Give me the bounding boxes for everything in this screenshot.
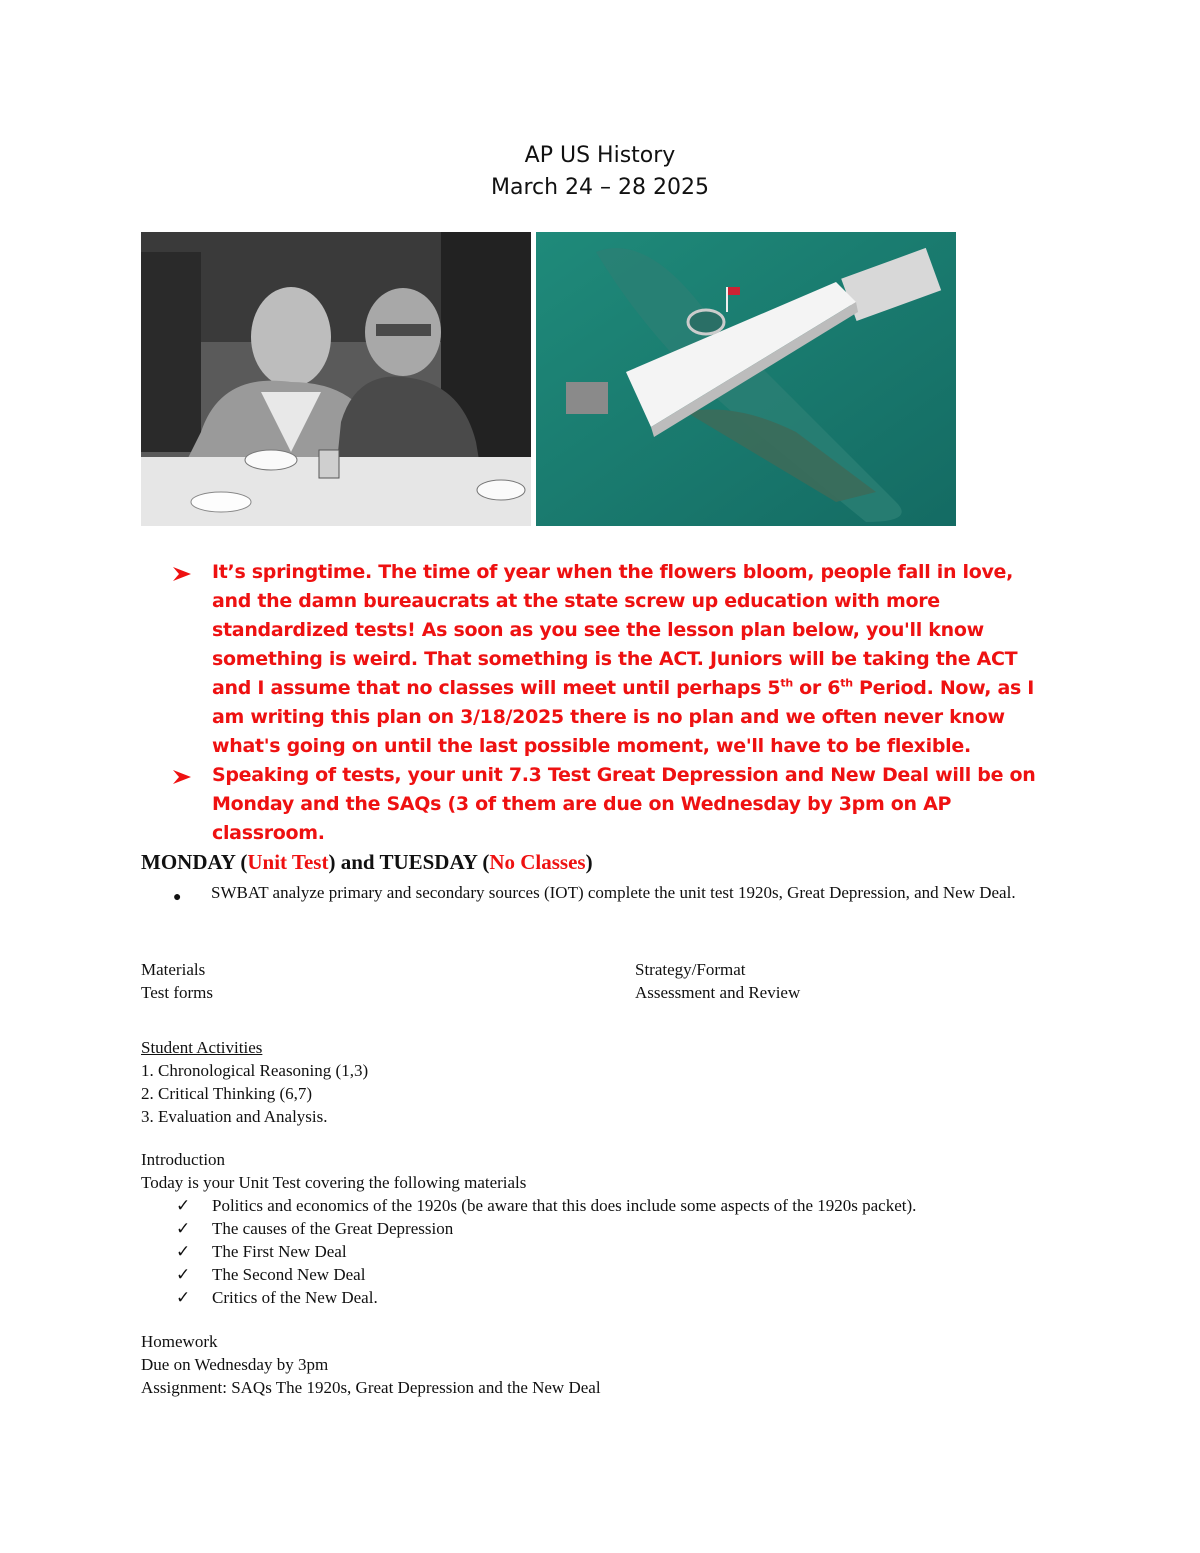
topic-text: The causes of the Great Depression [212,1219,454,1238]
materials-section [141,958,213,1004]
list-item [141,1263,1091,1286]
arrow-bullet-icon [172,566,192,582]
topic-text: Critics of the New Deal. [212,1288,378,1307]
homework-assignment: Assignment: SAQs The 1920s, Great Depression and the New Deal [141,1378,601,1397]
materials-label: Materials [141,960,206,979]
superscript: th [840,676,853,690]
roosevelt-churchill-photo [141,232,531,526]
introduction-label: Introduction [141,1150,226,1169]
checkmark-icon: ✓ [176,1196,191,1215]
topic-list [141,1194,1091,1309]
day-label: ) and TUESDAY ( [328,850,490,874]
checkmark-icon: ✓ [176,1288,191,1307]
bullet-icon: ● [173,890,182,905]
announcement-item [172,558,1052,761]
materials-value: Test forms [141,983,213,1002]
topic-text: The First New Deal [212,1242,347,1261]
strategy-section [635,958,800,1004]
announcement-text: It’s springtime. The time of year when the flowers bloom, people fall in love, and the damn bureaucrats at the state screw up education with more standardized tests! As soon as you see the lesson plan below, you'll know something is weird. That something is the ACT. Juniors will be taking the ACT and I assume that no classes will meet until perhaps 5 [212,561,1018,699]
checkmark-icon: ✓ [176,1219,191,1238]
student-activities-section [141,1036,368,1128]
topic-text: Politics and economics of the 1920s (be aware that this does include some aspects of the 1920s packet). [212,1196,917,1215]
announcement-item [172,761,1052,848]
homework-section [141,1330,601,1399]
homework-label: Homework [141,1332,218,1351]
list-item [141,1217,1091,1240]
announcement-text: or 6 [792,677,841,699]
list-item: 3. Evaluation and Analysis. [141,1107,328,1126]
introduction-section [141,1148,1091,1309]
checkmark-icon: ✓ [176,1242,191,1261]
strategy-value: Assessment and Review [635,983,801,1002]
arrow-bullet-icon [172,769,192,785]
list-item [141,1286,1091,1309]
announcement-text: Period. Now, as I am writing this plan on 3/18/2025 there is no plan and we often never know what's going on until the last possible moment, we'll have to be flexible. [212,677,1035,757]
topic-text: The Second New Deal [212,1265,366,1284]
objective [173,880,1073,905]
document-header [0,140,1200,204]
day-note: Unit Test [247,850,329,874]
strategy-label: Strategy/Format [635,960,746,979]
list-item: 1. Chronological Reasoning (1,3) [141,1061,369,1080]
list-item: 2. Critical Thinking (6,7) [141,1084,313,1103]
day-note: No Classes [489,850,586,874]
page-title: AP US History [524,143,676,168]
date-range: March 24 – 28 2025 [490,175,709,200]
list-item [141,1194,1091,1217]
uss-arizona-memorial-photo [536,232,956,526]
checkmark-icon: ✓ [176,1265,191,1284]
day-heading [141,848,593,876]
announcement-list [172,558,1052,848]
homework-due: Due on Wednesday by 3pm [141,1355,329,1374]
objective-text: SWBAT analyze primary and secondary sources (IOT) complete the unit test 1920s, Great Depression, and New Deal. [211,883,1016,902]
day-label: MONDAY ( [141,850,248,874]
announcement-text: Speaking of tests, your unit 7.3 Test Great Depression and New Deal will be on Monday and the SAQs (3 of them are due on Wednesday by 3pm on AP classroom. [212,764,1036,844]
superscript: th [780,676,793,690]
list-item [141,1240,1091,1263]
day-label: ) [585,850,593,874]
introduction-lead: Today is your Unit Test covering the following materials [141,1173,527,1192]
student-activities-label: Student Activities [141,1038,263,1057]
